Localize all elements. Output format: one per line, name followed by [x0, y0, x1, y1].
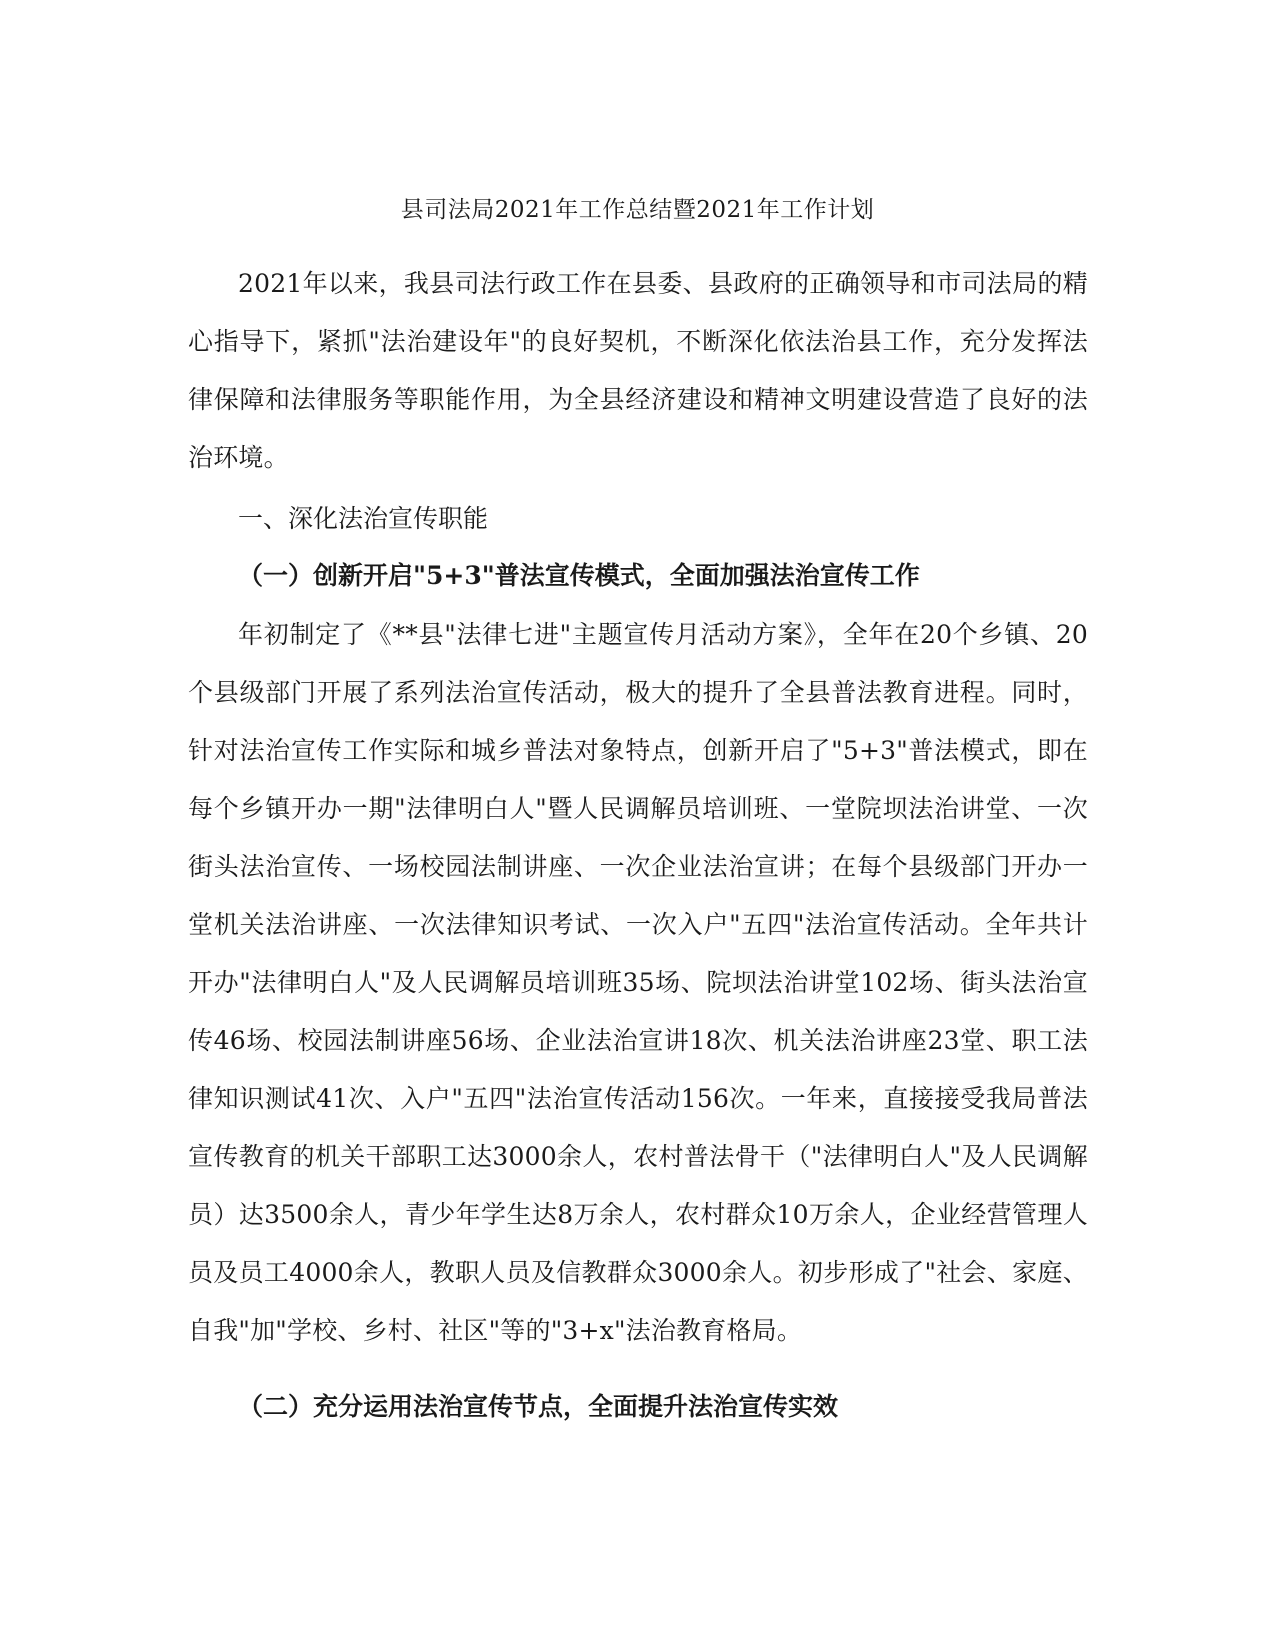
- intro-paragraph: 2021年以来，我县司法行政工作在县委、县政府的正确领导和市司法局的精心指导下，紧抓"法治建设年"的良好契机，不断深化依法治县工作，充分发挥法律保障和法律服务等职能作用，为全县经济建设和精神文明建设营造了良好的法治环境。: [188, 269, 1088, 472]
- subsection-one-heading: （一）创新开启"5+3"普法宣传模式，全面加强法治宣传工作: [238, 561, 920, 590]
- subsection-two-heading: （二）充分运用法治宣传节点，全面提升法治宣传实效: [238, 1392, 839, 1421]
- section-one-heading: 一、深化法治宣传职能: [238, 504, 489, 533]
- subsection-one-paragraph: 年初制定了《**县"法律七进"主题宣传月活动方案》，全年在20个乡镇、20个县级部门开展了系列法治宣传活动，极大的提升了全县普法教育进程。同时，针对法治宣传工作实际和城乡普法对象特点，创新开启了"5+3"普法模式，即在每个乡镇开办一期"法律明白人"暨人民调解员培训班、一堂院坝法治讲堂、一次街头法治宣传、一场校园法制讲座、一次企业法治宣讲；在每个县级部门开办一堂机关法治讲座、一次法律知识考试、一次入户"五四"法治宣传活动。全年共计开办"法律明白人"及人民调解员培训班35场、院坝法治讲堂102场、街头法治宣传46场、校园法制讲座56场、企业法治宣讲18次、机关法治讲座23堂、职工法律知识测试41次、入户"五四"法治宣传活动156次。一年来，直接接受我局普法宣传教育的机关干部职工达3000余人，农村普法骨干（"法律明白人"及人民调解员）达3500余人，青少年学生达8万余人，农村群众10万余人，企业经营管理人员及员工4000余人，教职人员及信教群众3000余人。初步形成了"社会、家庭、自我"加"学校、乡村、社区"等的"3+x"法治教育格局。: [188, 620, 1088, 1345]
- document-title: 县司法局2021年工作总结暨2021年工作计划: [400, 197, 875, 223]
